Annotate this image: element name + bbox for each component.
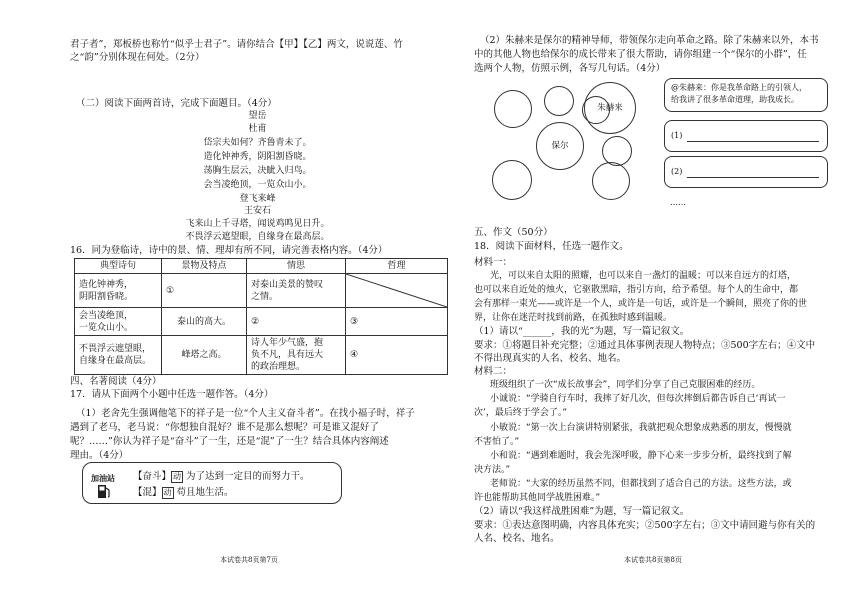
table-cell: 峰塔之高。 (162, 336, 247, 375)
blank-1-line[interactable] (687, 130, 819, 142)
table-header: 典型诗句 (75, 259, 162, 274)
page-footer: 本试卷共8页第7页 (220, 556, 278, 564)
material-1-line: 会有那样一束光——或许是一个人，或许是一句话，或许是一个瞬间，照亮了你的世 (474, 299, 808, 309)
material-2-line: 决方法。” (474, 465, 511, 475)
material-2-line: 次’，最后终于学会了。” (474, 408, 568, 418)
bubble-empty (544, 86, 574, 116)
fen-dou-word: 【奋斗】 (133, 471, 172, 482)
material-2-line: 小和说：“遇到难题时，我会先深呼吸，静下心来一步步分析，最终找到了解 (490, 451, 792, 461)
table-cell[interactable]: ④ (346, 336, 448, 375)
callout-example-line1: @朱赫来：你是我革命路上的引领人， (671, 83, 807, 92)
poem1-line-4: 会当凌绝顶，一览众山小。 (203, 180, 312, 190)
material-1-req1: 要求：①将题目补充完整；②通过具体事例表现人物特点；③500字左右；④文中 (474, 340, 816, 351)
poem1-line-1: 岱宗夫如何？齐鲁青未了。 (203, 138, 312, 148)
material-2-line: 小诚说：“学骑自行车时，我摔了好几次，但每次摔倒后都告诉自己‘再试一 (490, 394, 786, 404)
right-page (474, 0, 844, 607)
table-cell: 泰山的高大。 (162, 308, 247, 336)
hun-pos: 动 (163, 488, 172, 497)
material-2-line: 班级组织了一次“成长故事会”，同学们分享了自己克服困难的经历。 (490, 380, 761, 390)
material-2-req1: 要求：①表达意图明确，内容具体充实；②500字左右；③文中请回避与你有关的 (474, 520, 816, 531)
table-cell: 对泰山美景的赞叹 之情。 (247, 274, 346, 308)
left-page (70, 0, 445, 607)
q17-1-line4: 理由。（4分） (70, 450, 129, 461)
bubble-empty (494, 90, 532, 128)
material-2-line: 小敏说：“第一次上台演讲特别紧张，我就把观众想象成熟悉的朋友，慢慢就 (490, 423, 792, 433)
q15-text-line2: 之“韵”分别体现在何处。（2分） (70, 52, 205, 63)
bubble-zhu-label: 朱赫来 (597, 102, 623, 113)
poem2-author: 王安石 (243, 206, 271, 216)
poem1-title: 望岳 (248, 111, 267, 121)
table-cell: 诗人年少气盛，抱 负不凡，具有远大 的政治理想。 (247, 336, 346, 375)
poem2-line-1: 飞来山上千寻塔，闻说鸡鸣见日升。 (185, 219, 330, 229)
page-footer: 本试卷共8页第8页 (624, 556, 682, 564)
table-header: 景物及特点 (162, 259, 247, 274)
material-1-line: 界，让你在迷茫时找到前路，在孤独时感到温暖。 (474, 313, 673, 323)
blank-1-label: (1) (671, 131, 683, 140)
bubble-bao-label: 保尔 (551, 140, 569, 151)
material-2-title: 材料二： (474, 366, 513, 377)
bubble-empty (602, 136, 632, 166)
blank-2-label: (2) (671, 167, 683, 176)
q17-text: 17．请从下面两个小题中任选一题作答。（4分） (70, 389, 274, 400)
material-1-req2: 不得出现真实的人名、校名、地名。 (474, 353, 627, 364)
table-header: 哲理 (346, 259, 448, 274)
q18-text: 18．阅读下面材料，任选一题作文。 (474, 241, 629, 252)
poem1-line-2: 造化钟神秀，阴阳割昏晓。 (203, 152, 312, 162)
callout-example (664, 78, 828, 112)
callout-blank-1[interactable] (664, 120, 828, 152)
material-2-line: 许也能帮助其他同学战胜困难。” (474, 493, 601, 503)
callout-example-line2: 给我讲了很多革命道理，助我成长。 (671, 95, 799, 104)
material-2-question: （2）请以“我这样战胜困难”为题，写一篇记叙文。 (474, 506, 690, 517)
fen-dou-def: 为了达到一定目的而努力干。 (186, 471, 310, 482)
q17-1-line1: （1）老舍先生强调他笔下的祥子是一位“个人主义奋斗者”。在找小福子时，祥子 (76, 408, 415, 419)
section-4-heading: 四、名著阅读（4分） (70, 376, 162, 387)
material-1-question: （1）请以“______，我的光”为题，写一篇记叙文。 (474, 326, 690, 337)
gas-pump-icon (97, 483, 111, 503)
table-cell: 造化钟神秀， 阴阳割昏晓。 (75, 274, 162, 308)
poem-table (74, 258, 448, 375)
q16-text: 16．同为登临诗，诗中的景、情、理却有所不同，请完善表格内容。（4分） (70, 245, 388, 256)
table-cell: 不畏浮云遮望眼， 自缘身在最高层。 (75, 336, 162, 375)
q-2-line1: （2）朱赫来是保尔的精神导师，带领保尔走向革命之路。除了朱赫来以外，本书 (480, 35, 819, 46)
table-cell-diagonal (346, 274, 448, 308)
hun-def: 苟且地生活。 (176, 487, 234, 498)
material-1-title: 材料一： (474, 257, 513, 268)
bubble-empty (492, 160, 532, 200)
fen-dou-pos: 动 (173, 472, 182, 481)
jiayou-label: 加油站 (91, 473, 115, 483)
material-2-req2: 人名、校名、地名。 (474, 533, 560, 544)
bubble-zhu-helai (584, 82, 636, 134)
section-5-heading: 五、作文（50分） (474, 227, 553, 238)
section-2-heading: （二）阅读下面两首诗，完成下面题目。（4分） (76, 98, 277, 109)
bubble-baoer (536, 122, 584, 170)
table-header: 情思 (247, 259, 346, 274)
table-cell[interactable]: ③ (346, 308, 448, 336)
q-2-line2: 中的其他人物也给保尔的成长带来了很大帮助，请你组建一个“保尔的小群”，任 (474, 49, 807, 60)
poem2-title: 登飞来峰 (239, 194, 276, 204)
ellipsis: …… (670, 198, 686, 207)
jiayou-box (82, 462, 342, 504)
material-1-line: 光，可以来自太阳的照耀，也可以来自一盏灯的温暖；可以来自远方的灯塔， (490, 271, 797, 281)
poem1-line-3: 荡胸生层云，决眦入归鸟。 (203, 166, 312, 176)
table-cell: 会当凌绝顶， 一览众山小。 (75, 308, 162, 336)
material-1-line: 也可以来自近处的烛火，它驱散黑暗，指引方向，给予希望。每个人的生命中，都 (474, 285, 799, 295)
material-2-line: 老师说：“大家的经历虽然不同，但都找到了适合自己的方法。这些方法，或 (490, 479, 792, 489)
blank-2-line[interactable] (687, 166, 819, 178)
bubble-empty (592, 162, 630, 200)
poem1-author: 杜甫 (248, 124, 267, 134)
q-2-line3: 选两个人物，仿照示例，各写几句话。（4分） (474, 63, 666, 74)
q17-1-line2: 遇到了老马，老马说：“你想独自混好？谁不是那么想呢？可是谁又混好了 (70, 422, 379, 433)
callout-blank-2[interactable] (664, 156, 828, 188)
q15-text-line1: 君子者”，郑板桥也称竹“似乎士君子”。请你结合【甲】【乙】两文，说说莲、竹 (70, 39, 403, 50)
material-2-line: 不害怕了。” (474, 437, 520, 447)
table-cell[interactable]: ① (162, 274, 247, 308)
q17-1-line3: 呢？……”你认为祥子是“奋斗”了一生，还是“混”了一生？结合具体内容阐述 (70, 436, 389, 447)
hun-word: 【混】 (133, 487, 162, 498)
table-cell[interactable]: ② (247, 308, 346, 336)
poem2-line-2: 不畏浮云遮望眼，自缘身在最高层。 (185, 232, 330, 242)
